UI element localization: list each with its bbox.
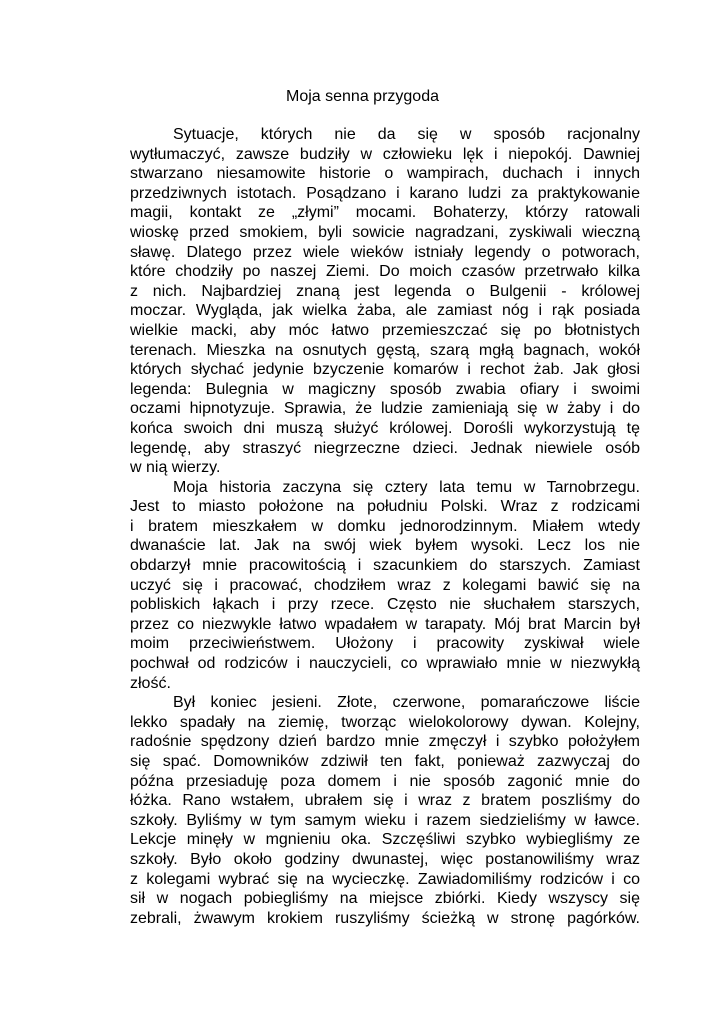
text-line: przedziwnych istotach. Posądzano i karano ludzi za praktykowanie [130, 184, 640, 202]
paragraph [130, 478, 640, 694]
text-line: Był koniec jesieni. Złote, czerwone, pomarańczowe liście [173, 694, 640, 712]
text-line: terenach. Mieszka na osnutych gęstą, szarą mgłą bagnach, wokół [130, 341, 640, 359]
paragraph [130, 693, 640, 928]
text-line: pochwał od rodziców i nauczycieli, co wprawiało mnie w niezwykłą [130, 655, 640, 673]
text-line: obdarzył mnie pracowitością i szacunkiem do starszych. Zamiast [130, 557, 640, 575]
text-line: szkoły. Byliśmy w tym samym wieku i razem siedzieliśmy w ławce. [130, 811, 640, 829]
text-line: z kolegami wybrać się na wycieczkę. Zawiadomiliśmy rodziców i co [130, 870, 640, 888]
text-line: wielkie macki, aby móc łatwo przemieszczać się po błotnistych [130, 321, 640, 339]
text-line: legendę, aby straszyć niegrzeczne dzieci. Jednak niewiele osób [130, 439, 640, 457]
text-line: uczyć się i pracować, chodziłem wraz z kolegami bawić się na [130, 576, 640, 594]
text-line: sił w nogach pobiegliśmy na miejsce zbiórki. Kiedy wszyscy się [130, 890, 640, 908]
text-line: z nich. Najbardziej znaną jest legenda o Bulgenii - królowej [130, 282, 640, 300]
text-line: Lekcje minęły w mgnieniu oka. Szczęśliwi szybko wybiegliśmy ze [130, 831, 640, 849]
text-line: które chodziły po naszej Ziemi. Do moich czasów przetrwało kilka [130, 263, 640, 281]
text-line: się spać. Domowników zdziwił ten fakt, ponieważ zazwyczaj do [130, 753, 640, 770]
text-line: których słychać jedynie bzyczenie komarów i rechot żab. Jak głosi [130, 361, 640, 379]
text-line: przez co niezwykle łatwo wpadałem w tarapaty. Mój brat Marcin był [130, 615, 640, 633]
text-line: magii, kontakt ze „złymi” mocami. Bohaterzy, którzy ratowali [130, 204, 640, 222]
paragraph [130, 125, 640, 478]
text-line: dwanaście lat. Jak na swój wiek byłem wysoki. Lecz los nie [130, 537, 640, 555]
text-line: lekko spadały na ziemię, tworząc wielokolorowy dywan. Kolejny, [130, 713, 640, 731]
text-line: Jest to miasto położone na południu Polski. Wraz z rodzicami [130, 498, 640, 516]
text-line: Sytuacje, których nie da się w sposób racjonalny [173, 126, 640, 143]
text-line: łóżka. Rano wstałem, ubrałem się i wraz z bratem poszliśmy do [130, 792, 640, 810]
text-line: wioskę przed smokiem, byli sowicie nagradzani, zyskiwali wieczną [130, 223, 640, 241]
text-line: radośnie spędzony dzień bardzo mnie zmęczył i szybko położyłem [130, 733, 640, 751]
text-line: sławę. Dlatego przez wiele wieków istniały legendy o potworach, [130, 243, 640, 261]
text-line: moim przeciwieństwem. Ułożony i pracowity zyskiwał wiele [130, 635, 640, 653]
document-body [130, 125, 640, 928]
text-line: w nią wierzy. [130, 459, 221, 477]
text-line: legenda: Bulegnia w magiczny sposób zwabia ofiary i swoimi [130, 380, 640, 398]
text-line: pobliskich łąkach i przy rzece. Często nie słuchałem starszych, [130, 596, 640, 614]
text-line: wytłumaczyć, zawsze budziły w człowieku lęk i niepokój. Dawniej [130, 145, 640, 163]
text-line: zebrali, żwawym krokiem ruszyliśmy ścieżką w stronę pagórków. [130, 909, 640, 927]
text-line: złość. [130, 674, 171, 692]
text-line: i bratem mieszkałem w domku jednorodzinnym. Miałem wtedy [130, 517, 640, 535]
document-title: Moja senna przygoda [286, 88, 439, 105]
text-line: Moja historia zaczyna się cztery lata temu w Tarnobrzegu. [173, 478, 640, 496]
text-line: oczami hipnotyzuje. Sprawia, że ludzie zamieniają się w żaby i do [130, 400, 640, 418]
text-line: stwarzano niesamowite historie o wampirach, duchach i innych [130, 165, 640, 183]
text-line: moczar. Wygląda, jak wielka żaba, ale zamiast nóg i rąk posiada [130, 302, 640, 320]
text-line: końca swoich dni muszą służyć królowej. Dorośli wykorzystują tę [130, 419, 640, 437]
text-line: szkoły. Było około godziny dwunastej, więc postanowiliśmy wraz [130, 850, 640, 868]
text-line: późna przesiaduję poza domem i nie sposób zagonić mnie do [130, 772, 640, 790]
